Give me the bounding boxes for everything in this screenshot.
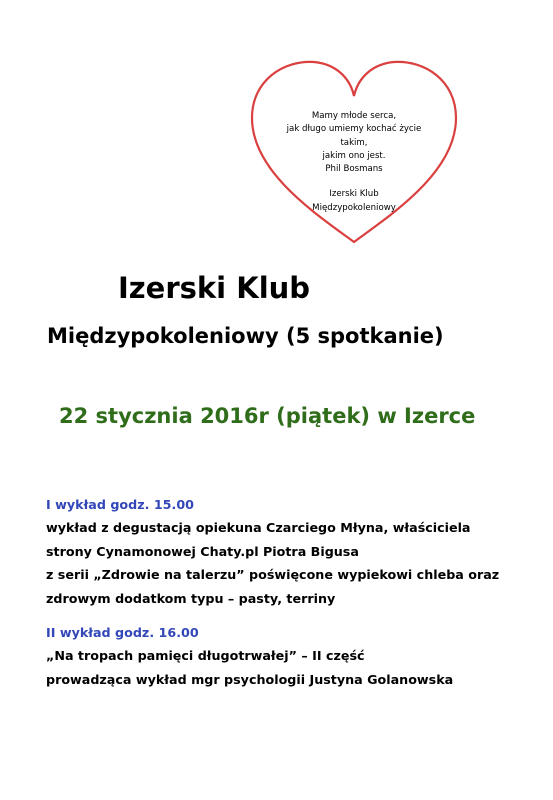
lecture-line: „Na tropach pamięci długotrwałej” – II część (46, 648, 365, 664)
quote-author: Phil Bosmans (325, 164, 383, 175)
lecture-line: zdrowym dodatkom typu – pasty, terriny (46, 590, 336, 606)
lecture-line: wykład z degustacją opiekuna Czarciego Młyna, właściciela (46, 520, 471, 536)
page-subtitle: Międzypokoleniowy (5 spotkanie) (47, 324, 444, 348)
lecture-line: prowadząca wykład mgr psychologii Justyna Golanowska (46, 671, 454, 687)
lecture-line: z serii „Zdrowie na talerzu” poświęcone wypiekowi chleba oraz (46, 567, 500, 583)
lecture-line: strony Cynamonowej Chaty.pl Piotra Bigusa (46, 543, 359, 559)
quote-line: takim, (340, 137, 368, 148)
lecture-block (46, 493, 499, 610)
quote-line: jakim ono jest. (322, 150, 386, 161)
lecture-heading: I wykład godz. 15.00 (46, 497, 194, 512)
heart-signature-line: Izerski Klub (329, 189, 379, 200)
heart-quote (262, 110, 446, 215)
lecture-block (46, 621, 453, 691)
event-date: 22 stycznia 2016r (piątek) w Izerce (59, 404, 476, 428)
quote-line: jak długo umiemy kochać życie (286, 124, 422, 135)
heart-frame (244, 56, 464, 250)
page-title: Izerski Klub (118, 271, 311, 305)
heart-signature-line: Międzypokoleniowy (312, 202, 396, 213)
quote-line: Mamy młode serca, (311, 111, 397, 121)
lecture-heading: II wykład godz. 16.00 (46, 625, 199, 640)
